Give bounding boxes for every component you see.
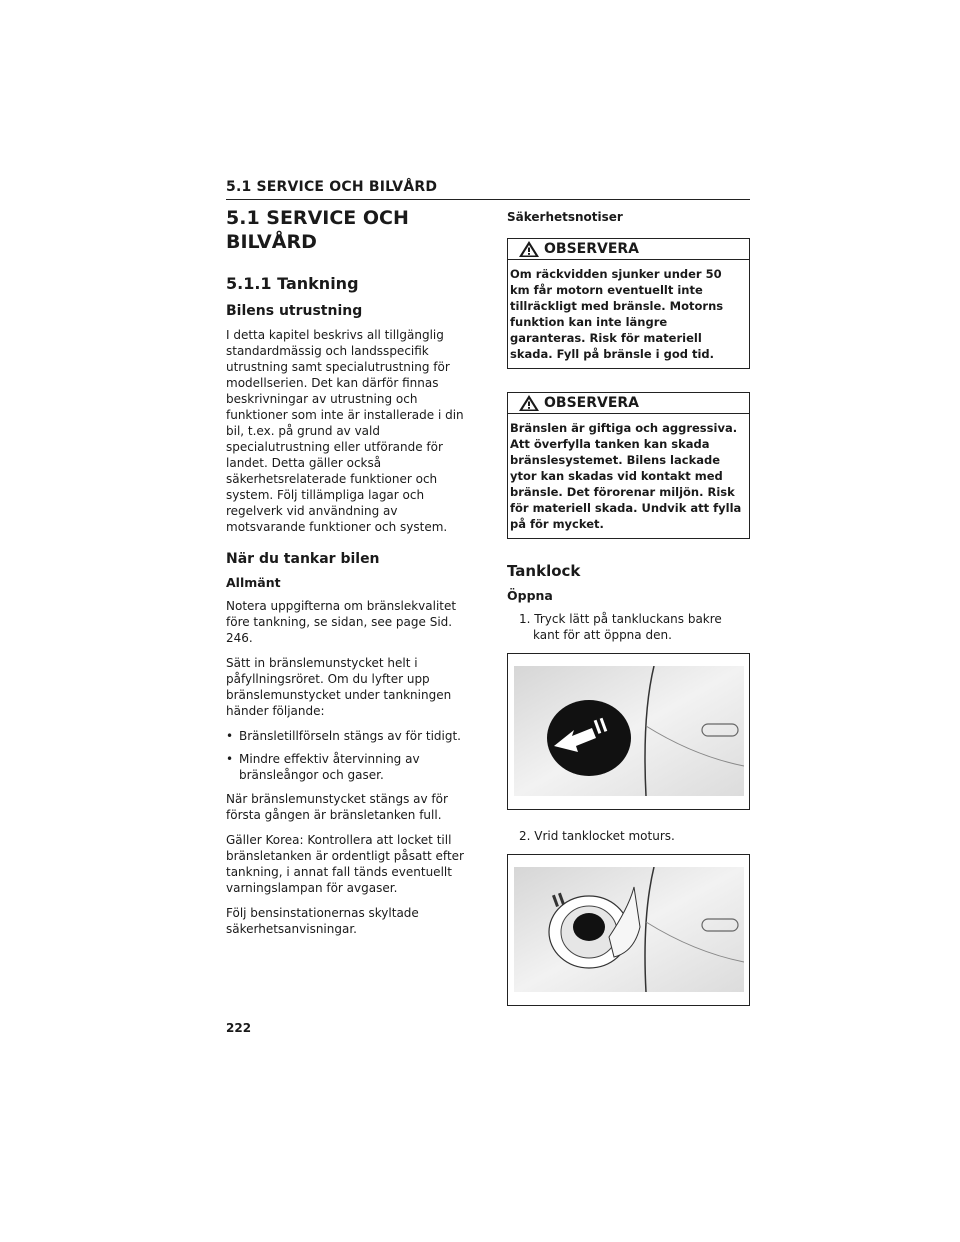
korea-paragraph: Gäller Korea: Kontrollera att locket till bränsletanken är ordentligt påsatt efter tankning, i annat fall tänds eventuellt varningslampan för avgaser. <box>226 833 464 895</box>
running-header: 5.1 SERVICE OCH BILVÅRD <box>226 179 438 195</box>
section-title: 5.1.1 Tankning <box>226 274 359 293</box>
notice-text: Om räckvidden sjunker under 50 km får motorn eventuellt inte tillräckligt med bränsle. Motorns funktion kan inte längre garanteras. Risk för materiell skada. Fyll på bränsle i god tid. <box>510 267 724 361</box>
fuel-cap-open-illustration <box>507 854 750 1006</box>
warning-icon <box>518 240 540 258</box>
tank-full-paragraph: När bränslemunstycket stängs av för första gången är bränsletanken full. <box>226 792 448 822</box>
fuel-flap-closed-illustration <box>507 653 750 810</box>
equipment-text: I detta kapitel beskrivs all tillgänglig standardmässig och landsspecifik utrustning samt specialutrustning för modellserien. Det kan därför finnas beskrivningar av utrustning och funktioner som inte är installerade i din bil, t.ex. på grund av vald specialutrustning eller utförande för landet. Detta gäller också säkerhetsrelaterade funktioner och system. Följ tillämpliga lagar och regelverk vid användning av motsvarande funktioner och system. <box>226 328 464 534</box>
fuel-cap-heading: Tanklock <box>507 562 581 580</box>
fuel-cap-open-drawing <box>514 867 744 992</box>
right-column <box>507 206 750 1024</box>
general-heading: Allmänt <box>226 575 281 590</box>
list-item <box>226 751 472 783</box>
step-2: 2. Vrid tanklocket moturs. <box>519 829 675 843</box>
step-1: 1. Tryck lätt på tankluckans bakre kant för att öppna den. <box>519 612 722 642</box>
fuel-quality-paragraph: Notera uppgifterna om bränslekvalitet före tankning, se sidan, see page Sid. 246. <box>226 599 457 645</box>
notice-box <box>507 238 750 369</box>
notice-title: OBSERVERA <box>544 395 640 411</box>
nozzle-paragraph: Sätt in bränslemunstycket helt i påfyllningsröret. Om du lyfter upp bränslemunstycket under tankningen händer följande: <box>226 656 452 718</box>
bullet-glyph: • <box>226 752 234 766</box>
page-number: 222 <box>226 1021 252 1035</box>
notice-header <box>508 239 749 260</box>
list-item-text: Bränsletillförseln stängs av för tidigt. <box>239 729 461 743</box>
header-rule <box>226 199 750 200</box>
notice-box <box>507 392 750 539</box>
warning-icon <box>518 394 540 412</box>
fuel-flap-closed-drawing <box>514 666 744 796</box>
left-column <box>226 206 472 946</box>
bullet-glyph: • <box>226 729 234 743</box>
open-heading: Öppna <box>507 588 553 603</box>
effects-list <box>226 728 472 783</box>
safety-heading: Säkerhetsnotiser <box>507 210 623 224</box>
chapter-title: 5.1 SERVICE OCH BILVÅRD <box>226 207 409 253</box>
notice-text: Bränslen är giftiga och aggressiva. Att överfylla tanken kan skada bränslesystemet. Bilens lackade ytor kan skadas vid kontakt med bränsle. Det förorenar miljön. Risk för materiell skada. Undvik att fylla på för mycket. <box>510 421 742 531</box>
station-safety-paragraph: Följ bensinstationernas skyltade säkerhetsanvisningar. <box>226 906 419 936</box>
list-item <box>226 728 472 744</box>
equipment-heading: Bilens utrustning <box>226 303 363 319</box>
list-item-text: Mindre effektiv återvinning av bränsleångor och gaser. <box>239 752 420 782</box>
refuel-heading: När du tankar bilen <box>226 551 380 567</box>
notice-title: OBSERVERA <box>544 241 640 257</box>
notice-header <box>508 393 749 414</box>
